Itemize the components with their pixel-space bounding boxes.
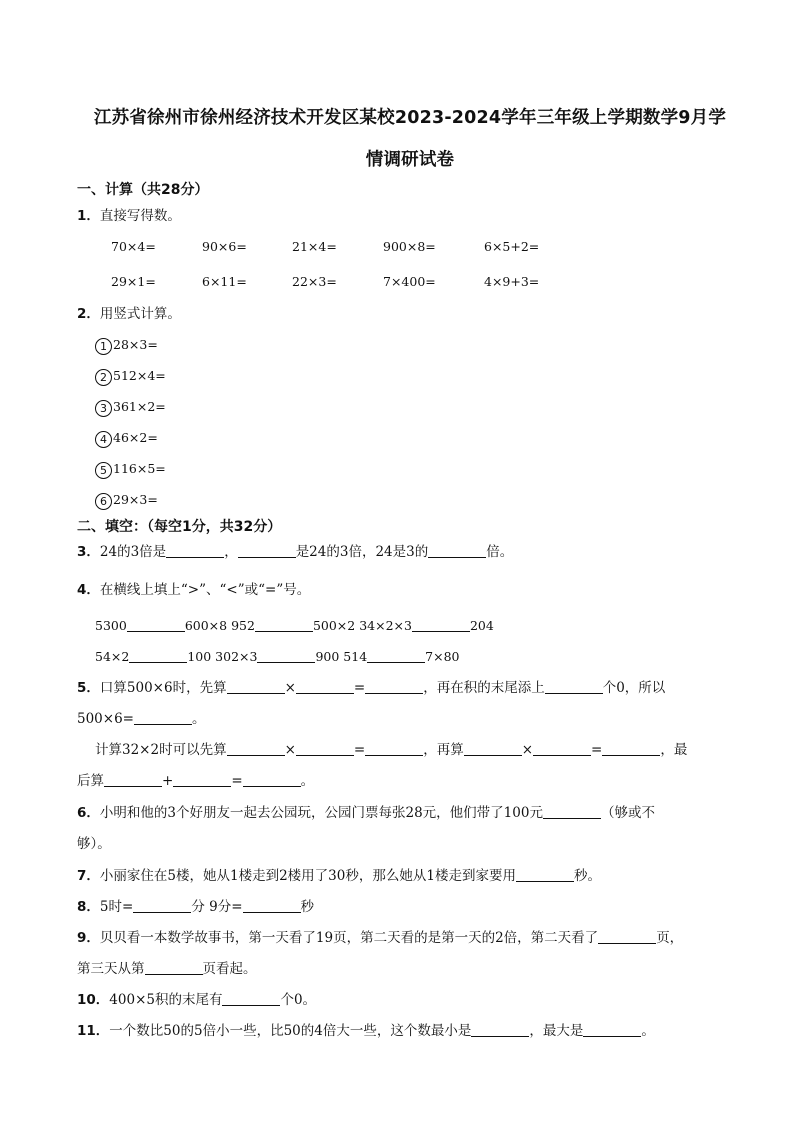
answer-blank[interactable] — [133, 898, 191, 913]
text: 第三天从第 — [77, 961, 145, 977]
circled-number: 5 — [95, 462, 112, 479]
title-line-2: 情调研试卷 — [365, 150, 455, 170]
question-8 — [77, 897, 314, 917]
text: ，最大是 — [529, 1023, 584, 1039]
text: × — [284, 742, 296, 758]
text: 后算 — [77, 773, 104, 789]
question-number: 4． — [77, 582, 100, 598]
text: 页看起。 — [202, 961, 257, 977]
text: = — [591, 742, 603, 758]
text: 24的3倍是 — [99, 544, 167, 560]
question-5-line-3 — [95, 740, 687, 760]
question-number: 8． — [77, 899, 100, 915]
calc-cell: 6×11= — [202, 274, 247, 289]
text: = — [353, 742, 366, 758]
text: 小明和他的3个好朋友一起去公园玩，公园门票每张28元，他们带了100元 — [99, 805, 543, 821]
answer-blank[interactable] — [227, 679, 285, 694]
section-2-heading: 二、填空：（每空1分，共32分） — [77, 519, 282, 535]
compare-row-2 — [95, 647, 460, 667]
vertical-calc-item — [95, 335, 158, 355]
text: 秒。 — [573, 868, 601, 884]
question-5-line-2 — [77, 709, 205, 729]
text: （够或不 — [600, 805, 655, 821]
calc-cell: 900×8= — [383, 239, 436, 254]
answer-blank[interactable] — [127, 617, 185, 632]
calc-expr: 29×3= — [113, 492, 158, 507]
answer-blank[interactable] — [222, 991, 280, 1006]
calc-cell: 21×4= — [292, 239, 337, 254]
text: 900 514 — [315, 649, 368, 664]
text: 54×2 — [95, 649, 130, 664]
question-6-line-1 — [77, 803, 655, 823]
question-9-line-1 — [77, 928, 683, 948]
question-number: 2． — [77, 306, 100, 322]
text: 个0。 — [280, 992, 317, 1008]
answer-blank[interactable] — [296, 679, 354, 694]
question-number: 6． — [77, 805, 100, 821]
answer-blank[interactable] — [145, 960, 203, 975]
text: 分 9分= — [191, 899, 243, 915]
calc-cell: 7×400= — [383, 274, 436, 289]
calc-cell: 22×3= — [292, 274, 337, 289]
text: 小丽家住在5楼，她从1楼走到2楼用了30秒，那么她从1楼走到家要用 — [99, 868, 516, 884]
question-text: 直接写得数。 — [99, 208, 181, 224]
circled-number: 4 — [95, 431, 112, 448]
vertical-calc-item — [95, 366, 166, 386]
calc-expr: 116×5= — [113, 461, 166, 476]
text: ， — [224, 544, 238, 560]
calc-cell: 70×4= — [111, 239, 156, 254]
question-11 — [77, 1021, 655, 1041]
text: 5时= — [99, 899, 134, 915]
circled-number: 6 — [95, 493, 112, 510]
text: 口算500×6时，先算 — [99, 680, 227, 696]
text: 400×5积的末尾有 — [109, 992, 223, 1008]
calc-expr: 28×3= — [113, 337, 158, 352]
text: 计算32×2时可以先算 — [95, 742, 227, 758]
answer-blank[interactable] — [238, 543, 296, 558]
vertical-calc-item — [95, 459, 166, 479]
question-number: 9． — [77, 930, 100, 946]
answer-blank[interactable] — [533, 741, 591, 756]
text: 5300 — [95, 618, 127, 633]
answer-blank[interactable] — [545, 679, 603, 694]
question-3 — [77, 542, 513, 562]
text: 。 — [641, 1023, 655, 1039]
title-line-1: 江苏省徐州市徐州经济技术开发区某校2023-2024学年三年级上学期数学9月学 — [93, 108, 727, 128]
answer-blank[interactable] — [598, 929, 656, 944]
question-number: 11． — [77, 1023, 110, 1039]
text: + — [162, 773, 174, 789]
answer-blank[interactable] — [243, 772, 301, 787]
answer-blank[interactable] — [365, 679, 423, 694]
calc-expr: 46×2= — [113, 430, 158, 445]
text: 倍。 — [486, 544, 514, 560]
answer-blank[interactable] — [583, 1022, 641, 1037]
text: ，最 — [660, 742, 688, 758]
question-number: 5． — [77, 680, 100, 696]
question-10 — [77, 990, 316, 1010]
text: 一个数比50的5倍小一些，比50的4倍大一些，这个数最小是 — [109, 1023, 472, 1039]
vertical-calc-item — [95, 428, 158, 448]
text: 贝贝看一本数学故事书，第一天看了19页，第二天看的是第一天的2倍，第二天看了 — [99, 930, 599, 946]
answer-blank[interactable] — [428, 543, 486, 558]
question-7 — [77, 866, 601, 886]
text: 500×6= — [77, 711, 134, 727]
question-4 — [77, 580, 310, 600]
calc-cell: 29×1= — [111, 274, 156, 289]
answer-blank[interactable] — [365, 741, 423, 756]
question-9-line-2 — [77, 959, 257, 979]
answer-blank[interactable] — [543, 804, 601, 819]
text: 600×8 952 — [184, 618, 255, 633]
calc-expr: 361×2= — [113, 399, 166, 414]
question-number: 10． — [77, 992, 110, 1008]
answer-blank[interactable] — [134, 710, 192, 725]
question-5-line-1 — [77, 678, 665, 698]
question-6-line-2: 够）。 — [77, 836, 111, 852]
answer-blank[interactable] — [257, 648, 315, 663]
text: 。 — [191, 711, 206, 727]
answer-blank[interactable] — [227, 741, 285, 756]
circled-number: 2 — [95, 369, 112, 386]
question-text: 用竖式计算。 — [99, 306, 181, 322]
text: 204 — [469, 618, 494, 633]
question-number: 1． — [77, 208, 100, 224]
calc-cell: 90×6= — [202, 239, 247, 254]
question-number: 3． — [77, 544, 100, 560]
answer-blank[interactable] — [104, 772, 162, 787]
section-1-heading: 一、计算（共28分） — [77, 182, 209, 198]
answer-blank[interactable] — [129, 648, 187, 663]
text: × — [284, 680, 296, 696]
text: 500×2 34×2×3 — [312, 618, 412, 633]
text: × — [521, 742, 534, 758]
compare-row-1 — [95, 616, 494, 636]
text: = — [353, 680, 366, 696]
calc-expr: 512×4= — [113, 368, 166, 383]
vertical-calc-item — [95, 490, 158, 510]
answer-blank[interactable] — [166, 543, 224, 558]
text: 个0，所以 — [602, 680, 666, 696]
answer-blank[interactable] — [412, 617, 470, 632]
calc-cell: 4×9+3= — [484, 274, 540, 289]
text: 。 — [300, 773, 315, 789]
question-2 — [77, 304, 181, 324]
circled-number: 3 — [95, 400, 112, 417]
question-5-line-4 — [77, 771, 314, 791]
answer-blank[interactable] — [602, 741, 660, 756]
text: ，再算 — [423, 742, 464, 758]
circled-number: 1 — [95, 338, 112, 355]
text: = — [231, 773, 243, 789]
vertical-calc-item — [95, 397, 166, 417]
answer-blank[interactable] — [367, 648, 425, 663]
answer-blank[interactable] — [296, 741, 354, 756]
answer-blank[interactable] — [255, 617, 313, 632]
text: 7×80 — [425, 649, 460, 664]
answer-blank[interactable] — [516, 867, 574, 882]
text: 100 302×3 — [187, 649, 258, 664]
question-text: 在横线上填上“>”、“<”或“=”号。 — [99, 582, 311, 598]
answer-blank[interactable] — [471, 1022, 529, 1037]
text: 秒 — [300, 899, 315, 915]
text: 页， — [656, 930, 684, 946]
answer-blank[interactable] — [243, 898, 301, 913]
text: 是24的3倍，24是3的 — [295, 544, 429, 560]
text: ，再在积的末尾添上 — [423, 680, 545, 696]
question-number: 7． — [77, 868, 100, 884]
answer-blank[interactable] — [464, 741, 522, 756]
answer-blank[interactable] — [173, 772, 231, 787]
question-1 — [77, 206, 181, 226]
calc-cell: 6×5+2= — [484, 239, 540, 254]
